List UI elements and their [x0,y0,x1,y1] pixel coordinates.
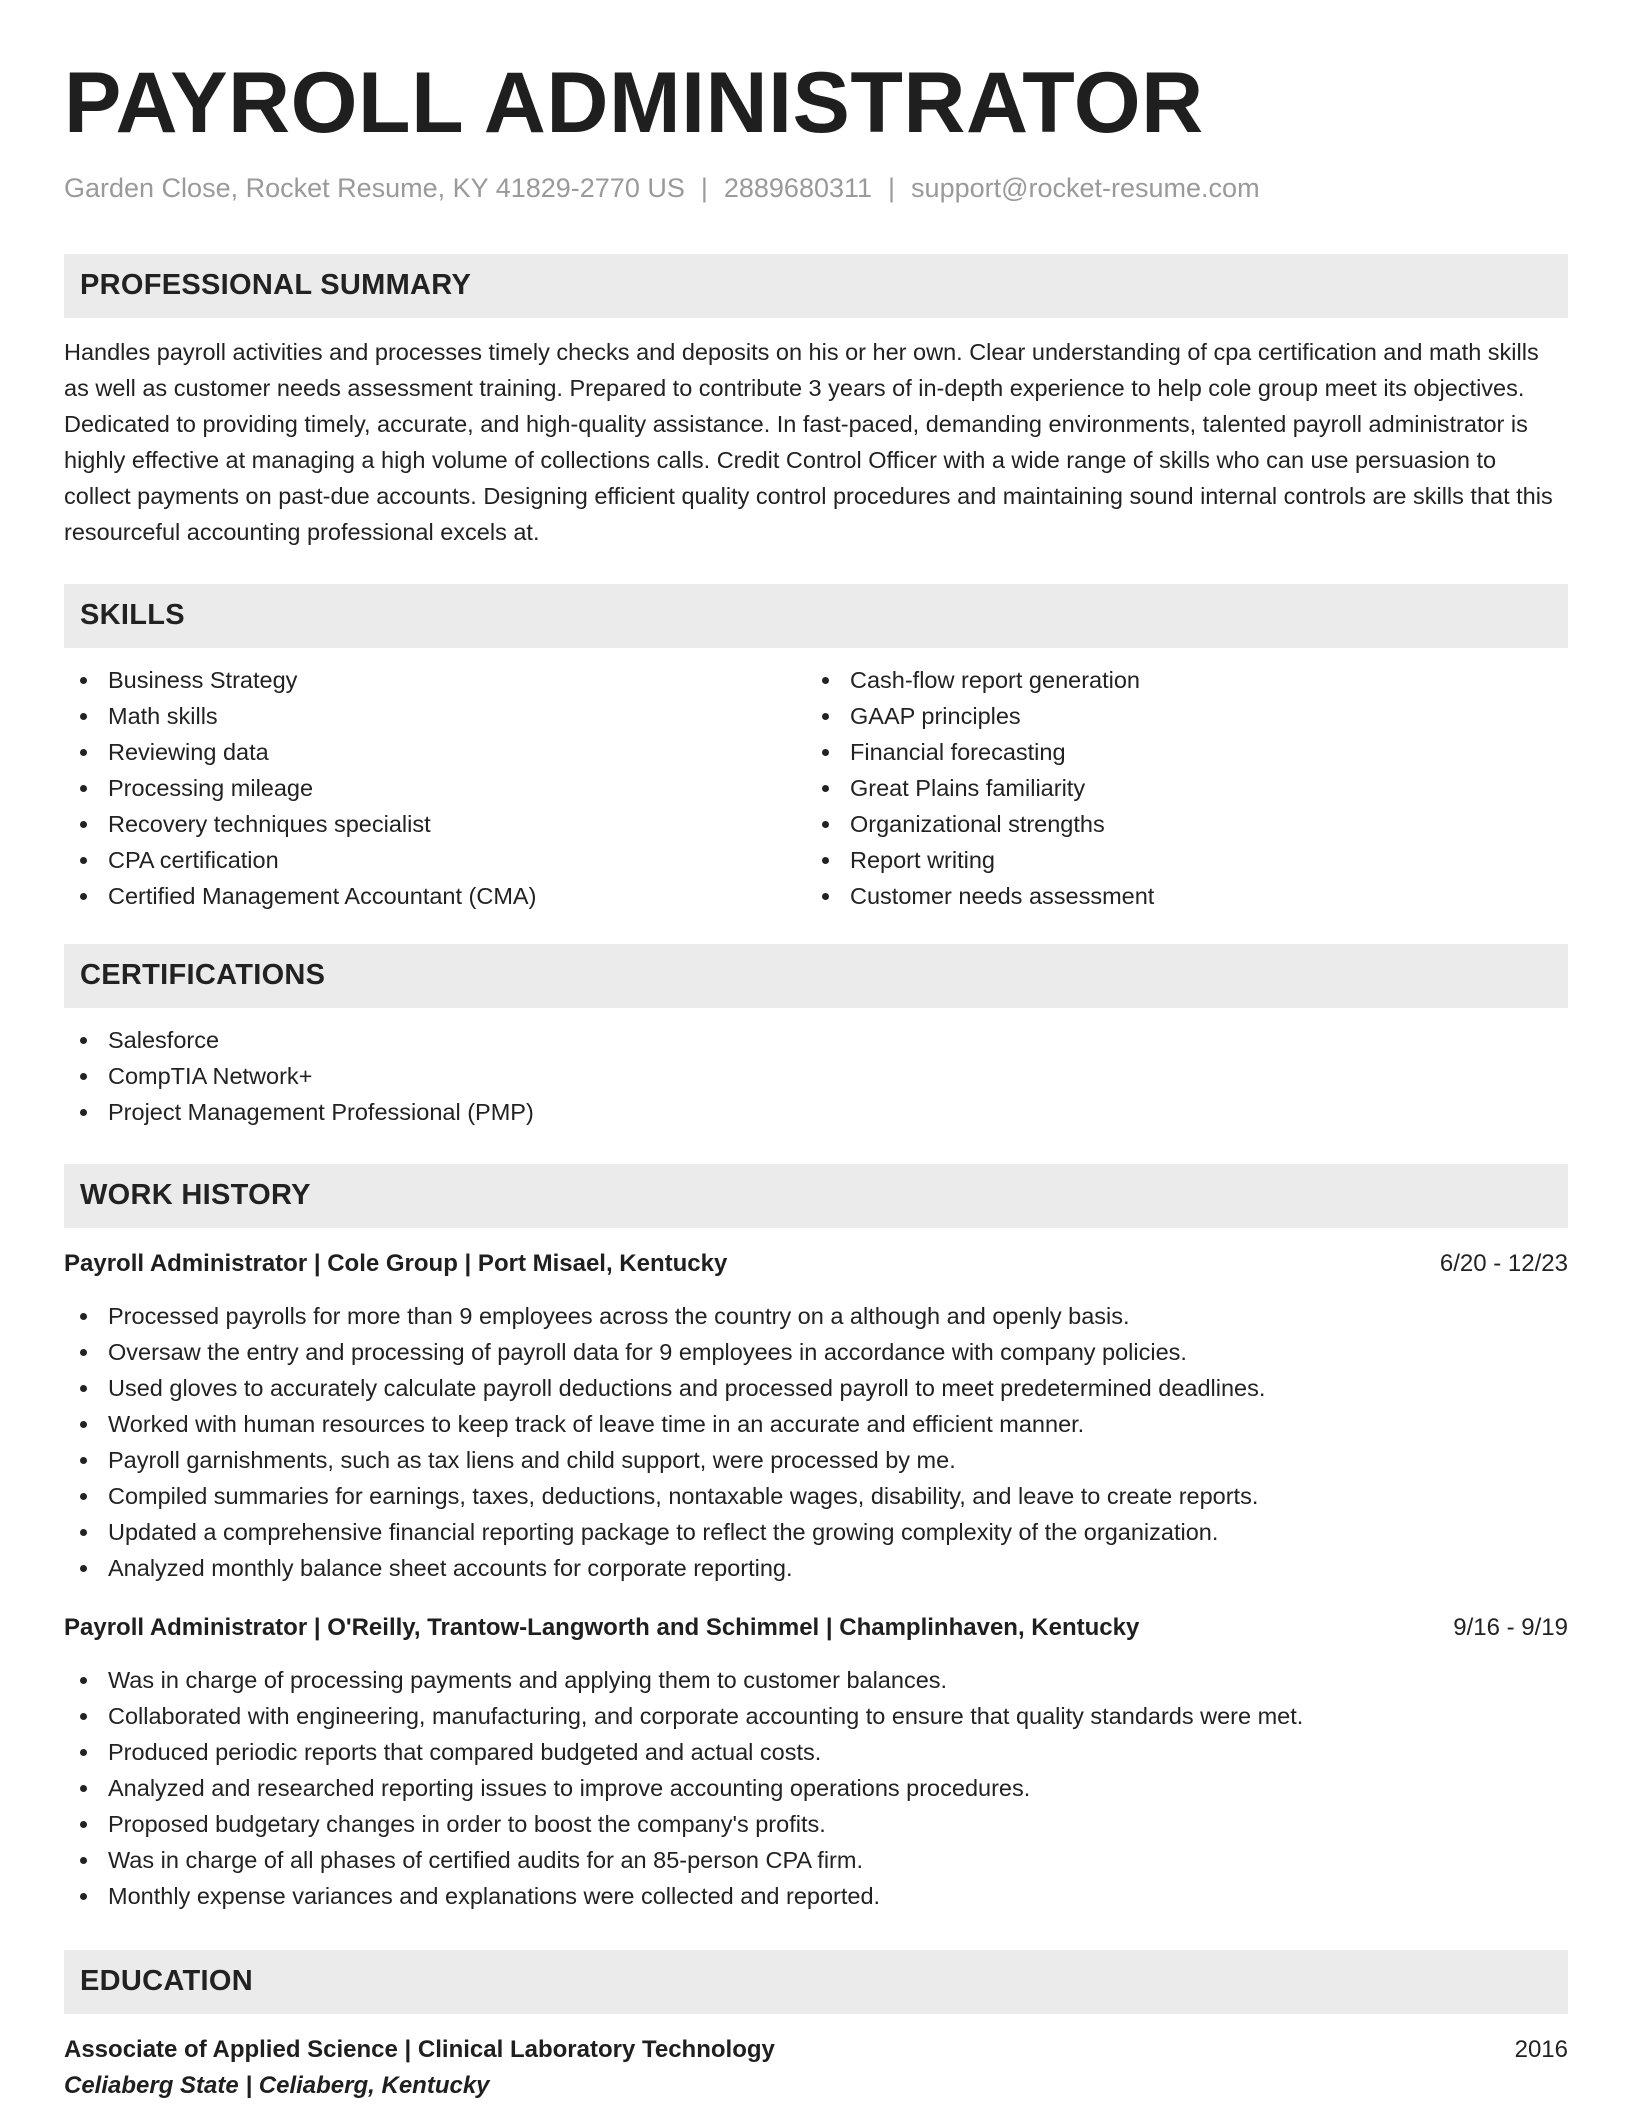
summary-text: Handles payroll activities and processes timely checks and deposits on his or her own. Clear understanding of cpa certification and math skills as well as customer needs assessment training. Prepared to contribute 3 years of in-depth experience to help cole group meet its objectives. Dedicated to providing timely, accurate, and high-quality assistance. In fast-paced, demanding environments, talented payroll administrator is highly effective at managing a high volume of collections calls. Credit Control Officer with a wide range of skills who can use persuasion to collect payments on past-due accounts. Designing efficient quality control procedures and maintaining sound internal controls are skills that this resourceful accounting professional excels at. [64,338,1553,545]
skill-item: Business Strategy [64,662,806,698]
job-bullets [64,1298,1568,1586]
contact-email: support@rocket-resume.com [911,172,1260,203]
contact-line [64,173,1568,204]
contact-phone: 2889680311 [723,172,873,203]
skills-list-right [806,662,1548,914]
section-header-education: EDUCATION [64,1950,1568,2014]
job-bullet: Analyzed monthly balance sheet accounts for corporate reporting. [64,1550,1568,1586]
resume-name: PAYROLL ADMINISTRATOR [64,55,1204,151]
job-bullets [64,1662,1568,1914]
job-bullet: Processed payrolls for more than 9 employees across the country on a although and openly basis. [64,1298,1568,1334]
job-title: Payroll Administrator | O'Reilly, Trantow-Langworth and Schimmel | Champlinhaven, Kentucky [64,1613,1140,1641]
section-header-certifications: CERTIFICATIONS [64,944,1568,1008]
contact-separator: | [700,172,708,203]
job-bullet: Analyzed and researched reporting issues to improve accounting operations procedures. [64,1770,1568,1806]
certification-item: CompTIA Network+ [64,1058,1568,1094]
job-bullet: Used gloves to accurately calculate payroll deductions and processed payroll to meet predetermined deadlines. [64,1370,1568,1406]
skill-item: Reviewing data [64,734,806,770]
skill-item: Financial forecasting [806,734,1548,770]
job-bullet: Payroll garnishments, such as tax liens and child support, were processed by me. [64,1442,1568,1478]
skills-grid [64,648,1568,914]
certification-item: Salesforce [64,1022,1568,1058]
skill-item: CPA certification [64,842,806,878]
job-bullet: Monthly expense variances and explanations were collected and reported. [64,1878,1568,1914]
skill-item: Organizational strengths [806,806,1548,842]
education-school: Celiaberg State | Celiaberg, Kentucky [64,2071,490,2099]
education-year: 2016 [1514,2035,1568,2063]
job-bullet: Compiled summaries for earnings, taxes, deductions, nontaxable wages, disability, and leave to create reports. [64,1478,1568,1514]
skill-item: Great Plains familiarity [806,770,1548,806]
education-header [64,2032,1568,2068]
skill-item: Report writing [806,842,1548,878]
job-header [64,1246,1568,1282]
skill-item: Math skills [64,698,806,734]
skill-item: Recovery techniques specialist [64,806,806,842]
skill-item: Cash-flow report generation [806,662,1548,698]
certification-item: Project Management Professional (PMP) [64,1094,1568,1130]
job-title: Payroll Administrator | Cole Group | Port Misael, Kentucky [64,1249,728,1277]
job-bullet: Was in charge of all phases of certified audits for an 85-person CPA firm. [64,1842,1568,1878]
job-bullet: Produced periodic reports that compared budgeted and actual costs. [64,1734,1568,1770]
job-bullet: Oversaw the entry and processing of payroll data for 9 employees in accordance with company policies. [64,1334,1568,1370]
job-bullet: Proposed budgetary changes in order to boost the company's profits. [64,1806,1568,1842]
skill-item: Certified Management Accountant (CMA) [64,878,806,914]
skill-item: GAAP principles [806,698,1548,734]
certifications-list [64,1022,1568,1130]
skill-item: Customer needs assessment [806,878,1548,914]
job-bullet: Updated a comprehensive financial reporting package to reflect the growing complexity of the organization. [64,1514,1568,1550]
education-degree: Associate of Applied Science | Clinical Laboratory Technology [64,2035,775,2063]
job-bullet: Collaborated with engineering, manufacturing, and corporate accounting to ensure that quality standards were met. [64,1698,1568,1734]
section-header-summary: PROFESSIONAL SUMMARY [64,254,1568,318]
job-bullet: Worked with human resources to keep track of leave time in an accurate and efficient manner. [64,1406,1568,1442]
skills-list-left [64,662,806,914]
job-dates: 6/20 - 12/23 [1439,1249,1568,1277]
job-entry [64,1246,1568,1586]
contact-separator: | [888,172,896,203]
job-bullet: Was in charge of processing payments and applying them to customer balances. [64,1662,1568,1698]
contact-address: Garden Close, Rocket Resume, KY 41829-2770 US [64,172,685,203]
skill-item: Processing mileage [64,770,806,806]
section-header-work-history: WORK HISTORY [64,1164,1568,1228]
job-header [64,1610,1568,1646]
job-dates: 9/16 - 9/19 [1453,1613,1568,1641]
section-header-skills: SKILLS [64,584,1568,648]
job-entry [64,1610,1568,1914]
